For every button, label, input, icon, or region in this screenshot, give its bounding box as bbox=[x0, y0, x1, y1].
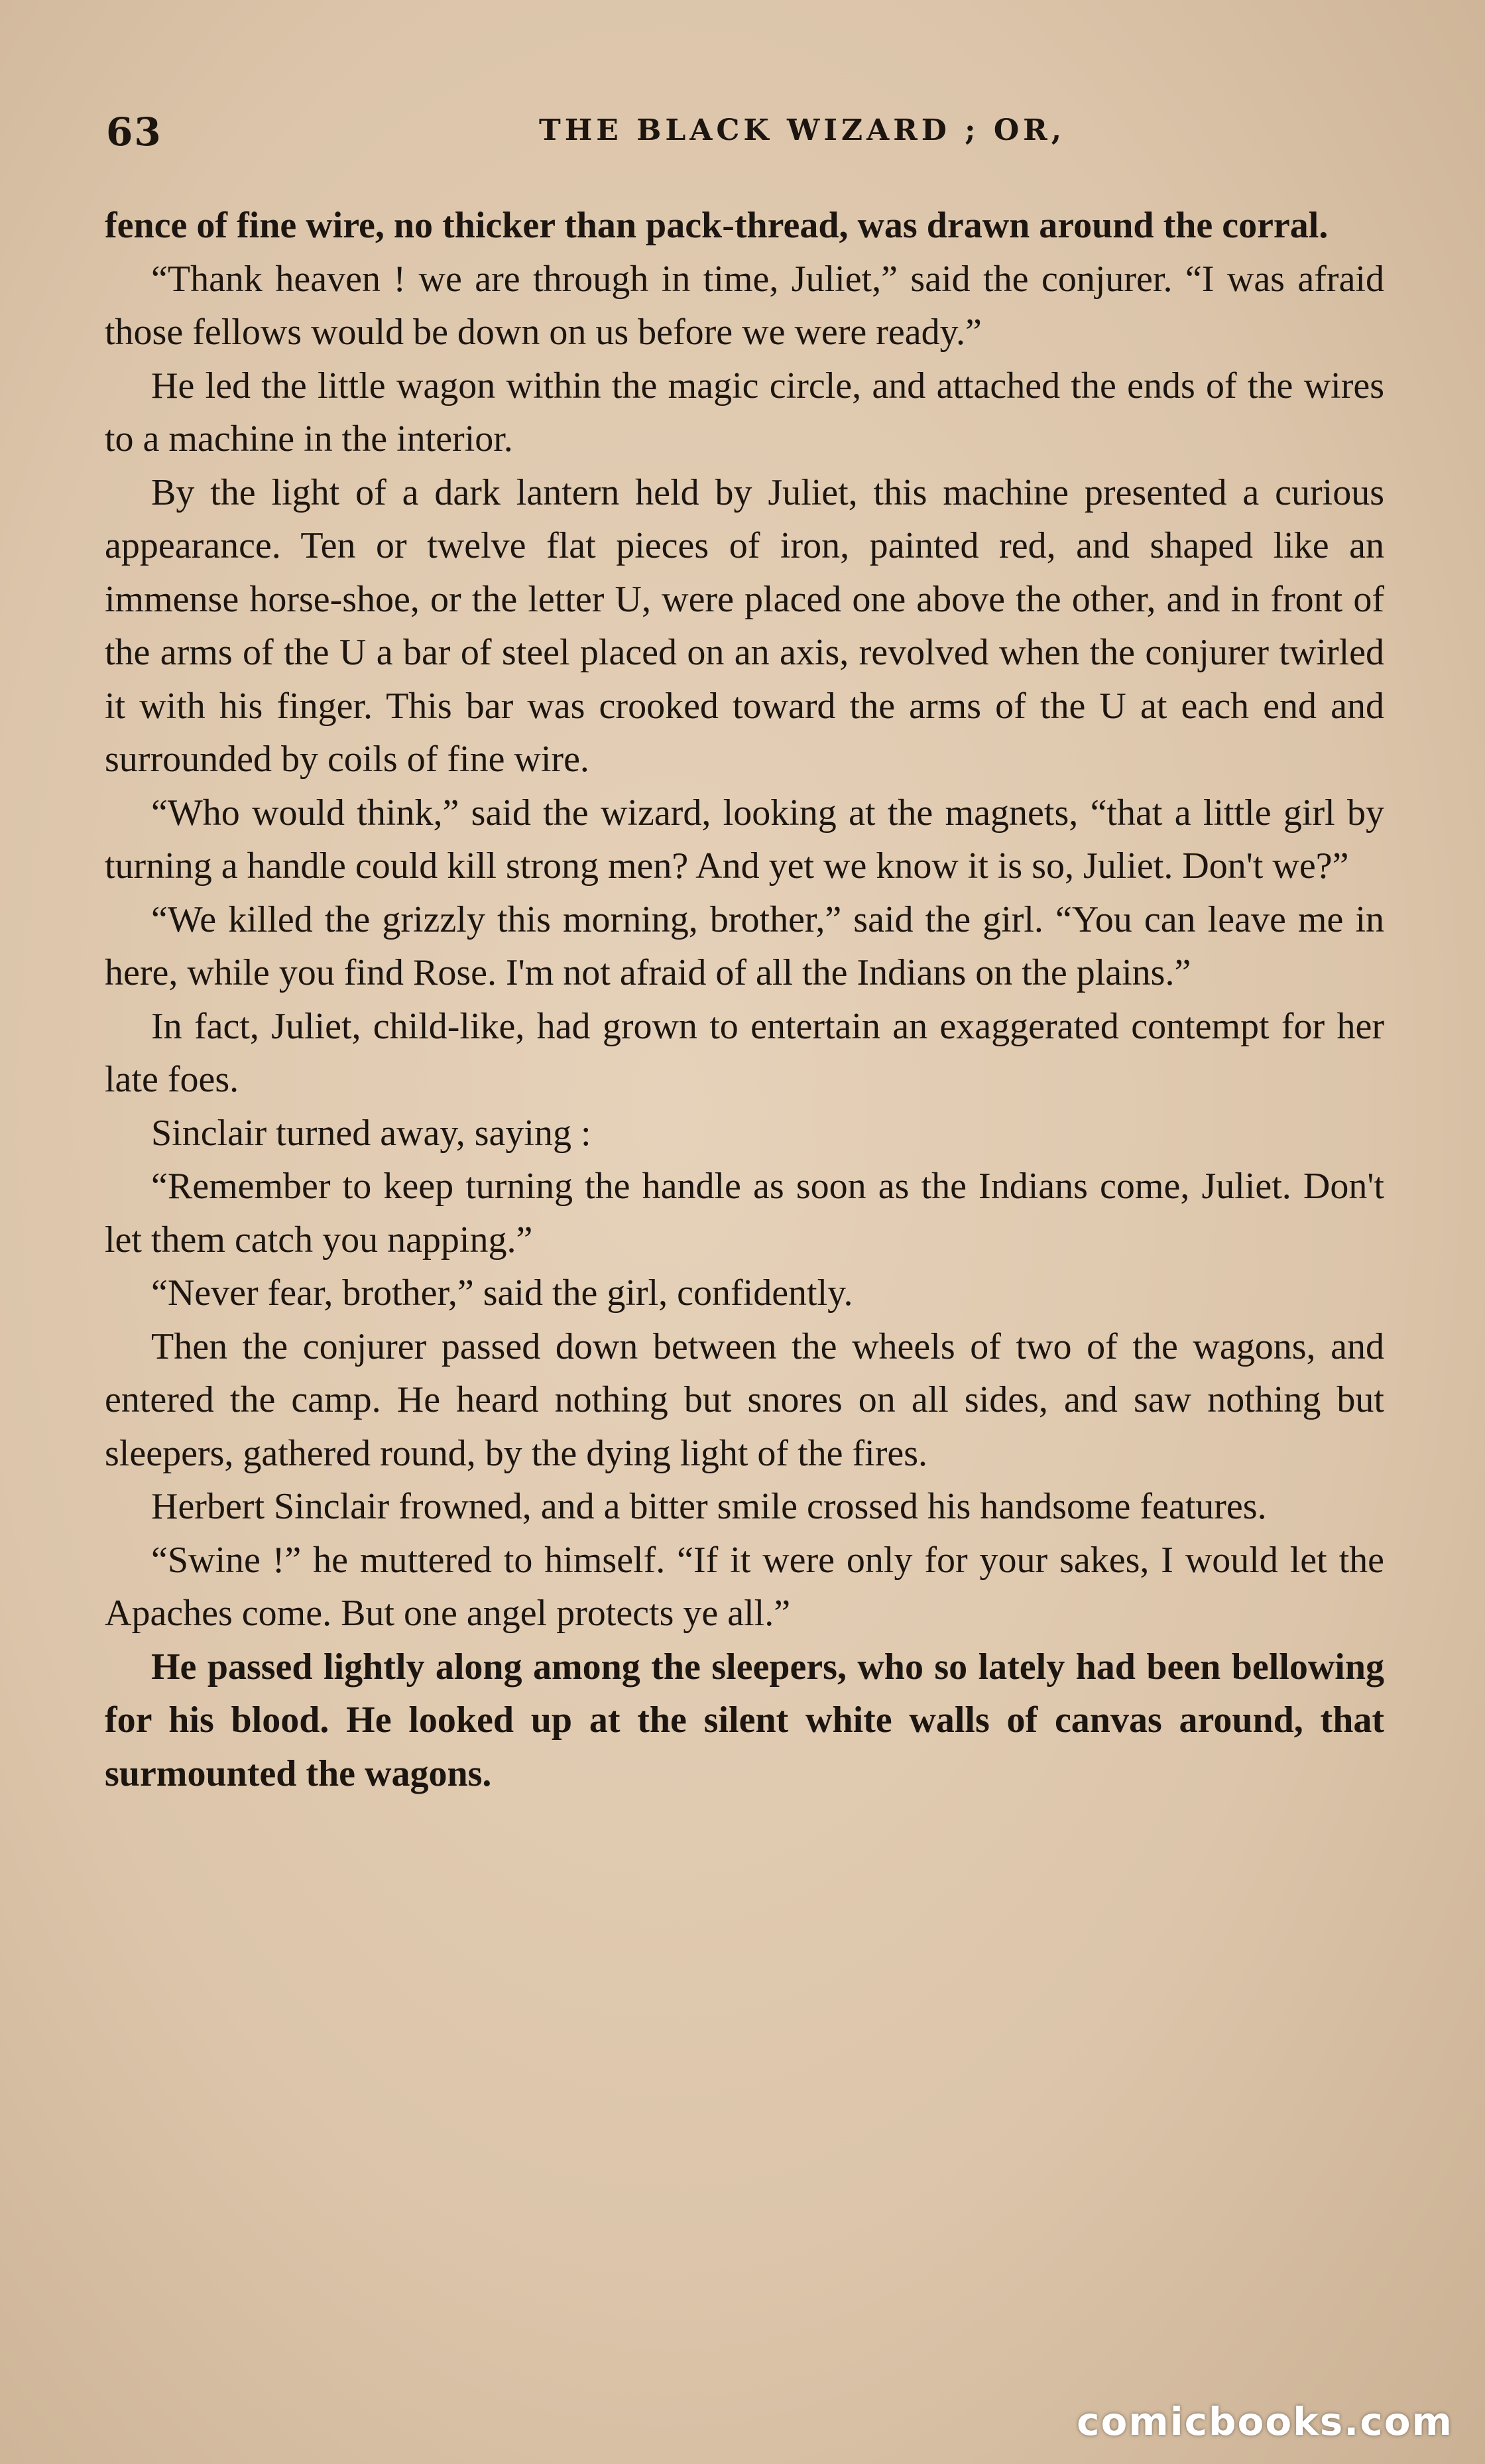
paragraph: “Never fear, brother,” said the girl, confidently. bbox=[151, 1272, 853, 1314]
paragraph: Herbert Sinclair frowned, and a bitter smile crossed his handsome features. bbox=[151, 1486, 1267, 1527]
body-text bbox=[105, 199, 1384, 1800]
page-number: 63 bbox=[106, 109, 162, 154]
paragraph: He led the little wagon within the magic circle, and attached the ends of the wires to a machine in the interior. bbox=[105, 365, 1384, 460]
watermark: comicbooks.com bbox=[1077, 2399, 1453, 2444]
paragraph: “Who would think,” said the wizard, looking at the magnets, “that a little girl by turning a handle could kill strong men? And yet we know it is so, Juliet. Don't we?” bbox=[105, 792, 1384, 887]
paragraph: “Swine !” he muttered to himself. “If it were only for your sakes, I would let the Apaches come. But one angel protects ye all.” bbox=[105, 1539, 1384, 1634]
paragraph: In fact, Juliet, child-like, had grown to entertain an exaggerated contempt for her late foes. bbox=[105, 1005, 1384, 1100]
paragraph: “We killed the grizzly this morning, brother,” said the girl. “You can leave me in here, while you find Rose. I'm not afraid of all the Indians on the plains.” bbox=[105, 898, 1384, 993]
paragraph: He passed lightly along among the sleepers, who so lately had been bellowing for his blood. He looked up at the silent white walls of canvas around, that surmounted the wagons. bbox=[105, 1646, 1384, 1794]
paragraph: Then the conjurer passed down between the wheels of two of the wagons, and entered the camp. He heard nothing but snores on all sides, and saw nothing but sleepers, gathered round, by the dying light of the fires. bbox=[105, 1325, 1384, 1474]
page-header bbox=[106, 109, 1405, 169]
running-title: THE BLACK WIZARD ; OR, bbox=[538, 113, 1066, 147]
paragraph: “Thank heaven ! we are through in time, Juliet,” said the conjurer. “I was afraid those fellows would be down on us before we were ready.” bbox=[105, 258, 1384, 353]
paragraph: By the light of a dark lantern held by Juliet, this machine presented a curious appearance. Ten or twelve flat pieces of iron, painted red, and shaped like an immense horse-shoe, or the letter U, were placed one above the other, and in front of the arms of the U a bar of steel placed on an axis, revolved when the conjurer twirled it with his finger. This bar was crooked toward the arms of the U at each end and surrounded by coils of fine wire. bbox=[105, 471, 1384, 780]
paragraph: fence of fine wire, no thicker than pack-thread, was drawn around the corral. bbox=[105, 205, 1329, 246]
paragraph: Sinclair turned away, saying : bbox=[151, 1112, 591, 1154]
paragraph: “Remember to keep turning the handle as soon as the Indians come, Juliet. Don't let them catch you napping.” bbox=[105, 1166, 1384, 1261]
